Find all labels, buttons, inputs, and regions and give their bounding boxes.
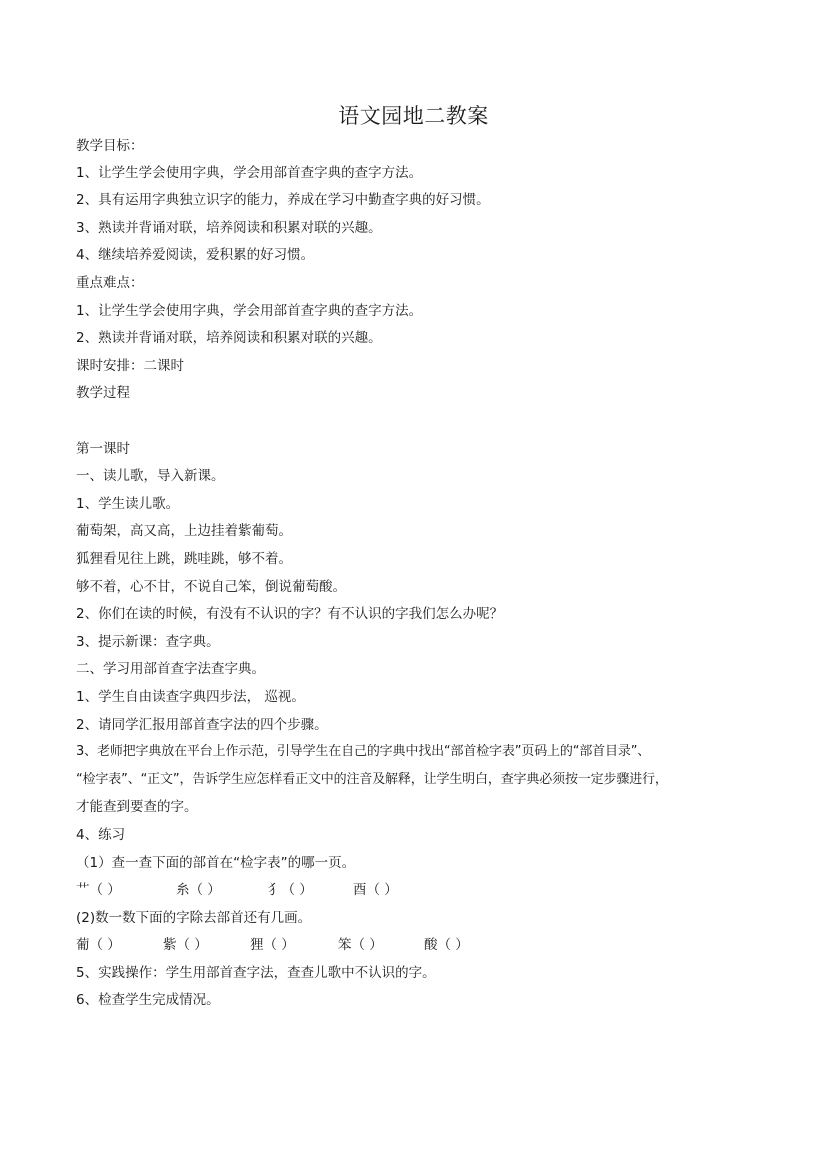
text-line: 1、学生读儿歌。 [76,496,180,512]
text-line: 第一课时 [76,441,130,457]
text-line: 教学过程 [76,385,130,401]
text-line: 2、你们在读的时候，有没有不认识的字？有不认识的字我们怎么办呢？ [76,606,504,622]
text-line: 4、练习 [76,827,126,843]
text-line: 1、让学生学会使用字典，学会用部首查字典的查字方法。 [76,165,423,181]
radical-blank: 糸（ ） [176,882,221,898]
text-line: 4、继续培养爱阅读，爱积累的好习惯。 [76,247,315,263]
text-line: 2、请同学汇报用部首查字法的四个步骤。 [76,717,328,733]
text-line: 3、熟读并背诵对联，培养阅读和积累对联的兴趣。 [76,220,382,236]
text-line: 6、检查学生完成情况。 [76,992,220,1008]
text-line: （1）查一查下面的部首在“检字表”的哪一页。 [76,855,356,871]
text-line: 1、让学生学会使用字典，学会用部首查字典的查字方法。 [76,303,423,319]
text-line: “检字表”、“正文”，告诉学生应怎样看正文中的注音及解释，让学生明白，查字典必须按一定步骤进行， [76,772,668,787]
radical-blank: 酉（ ） [353,882,398,898]
text-line: 狐狸看见往上跳，跳哇跳，够不着。 [76,551,292,567]
text-line: 教学目标： [76,138,144,154]
radical-blank: 艹（ ） [76,882,121,898]
text-line: 二、学习用部首查字法查字典。 [76,661,265,677]
radical-blank: 犭（ ） [268,882,313,898]
text-line: 3、老师把字典放在平台上作示范，引导学生在自己的字典中找出“部首检字表”页码上的“部首目录”、 [76,744,651,759]
text-line: 够不着，心不甘，不说自己笨，倒说葡萄酸。 [76,579,346,595]
stroke-blank: 笨（ ） [338,937,383,953]
text-line: 重点难点： [76,275,144,291]
stroke-blank: 紫（ ） [163,937,208,953]
text-line: 葡萄架，高又高，上边挂着紫葡萄。 [76,523,292,539]
page-title: 语文园地二教案 [338,104,489,128]
text-line: 3、提示新课：查字典。 [76,634,220,650]
stroke-blank: 狸（ ） [250,937,295,953]
stroke-blank: 葡（ ） [76,937,121,953]
text-line: 才能查到要查的字。 [76,799,198,815]
text-line: 一、读儿歌，导入新课。 [76,468,225,484]
stroke-blank: 酸（ ） [424,937,469,953]
text-line: (2)数一数下面的字除去部首还有几画。 [76,910,312,926]
text-line: 课时安排：二课时 [76,358,184,374]
text-line: 2、具有运用字典独立识字的能力，养成在学习中勤查字典的好习惯。 [76,192,490,208]
text-line: 5、实践操作：学生用部首查字法，查查儿歌中不认识的字。 [76,965,436,981]
text-line: 2、熟读并背诵对联，培养阅读和积累对联的兴趣。 [76,330,382,346]
text-line: 1、学生自由读查字典四步法， 巡视。 [76,689,305,705]
